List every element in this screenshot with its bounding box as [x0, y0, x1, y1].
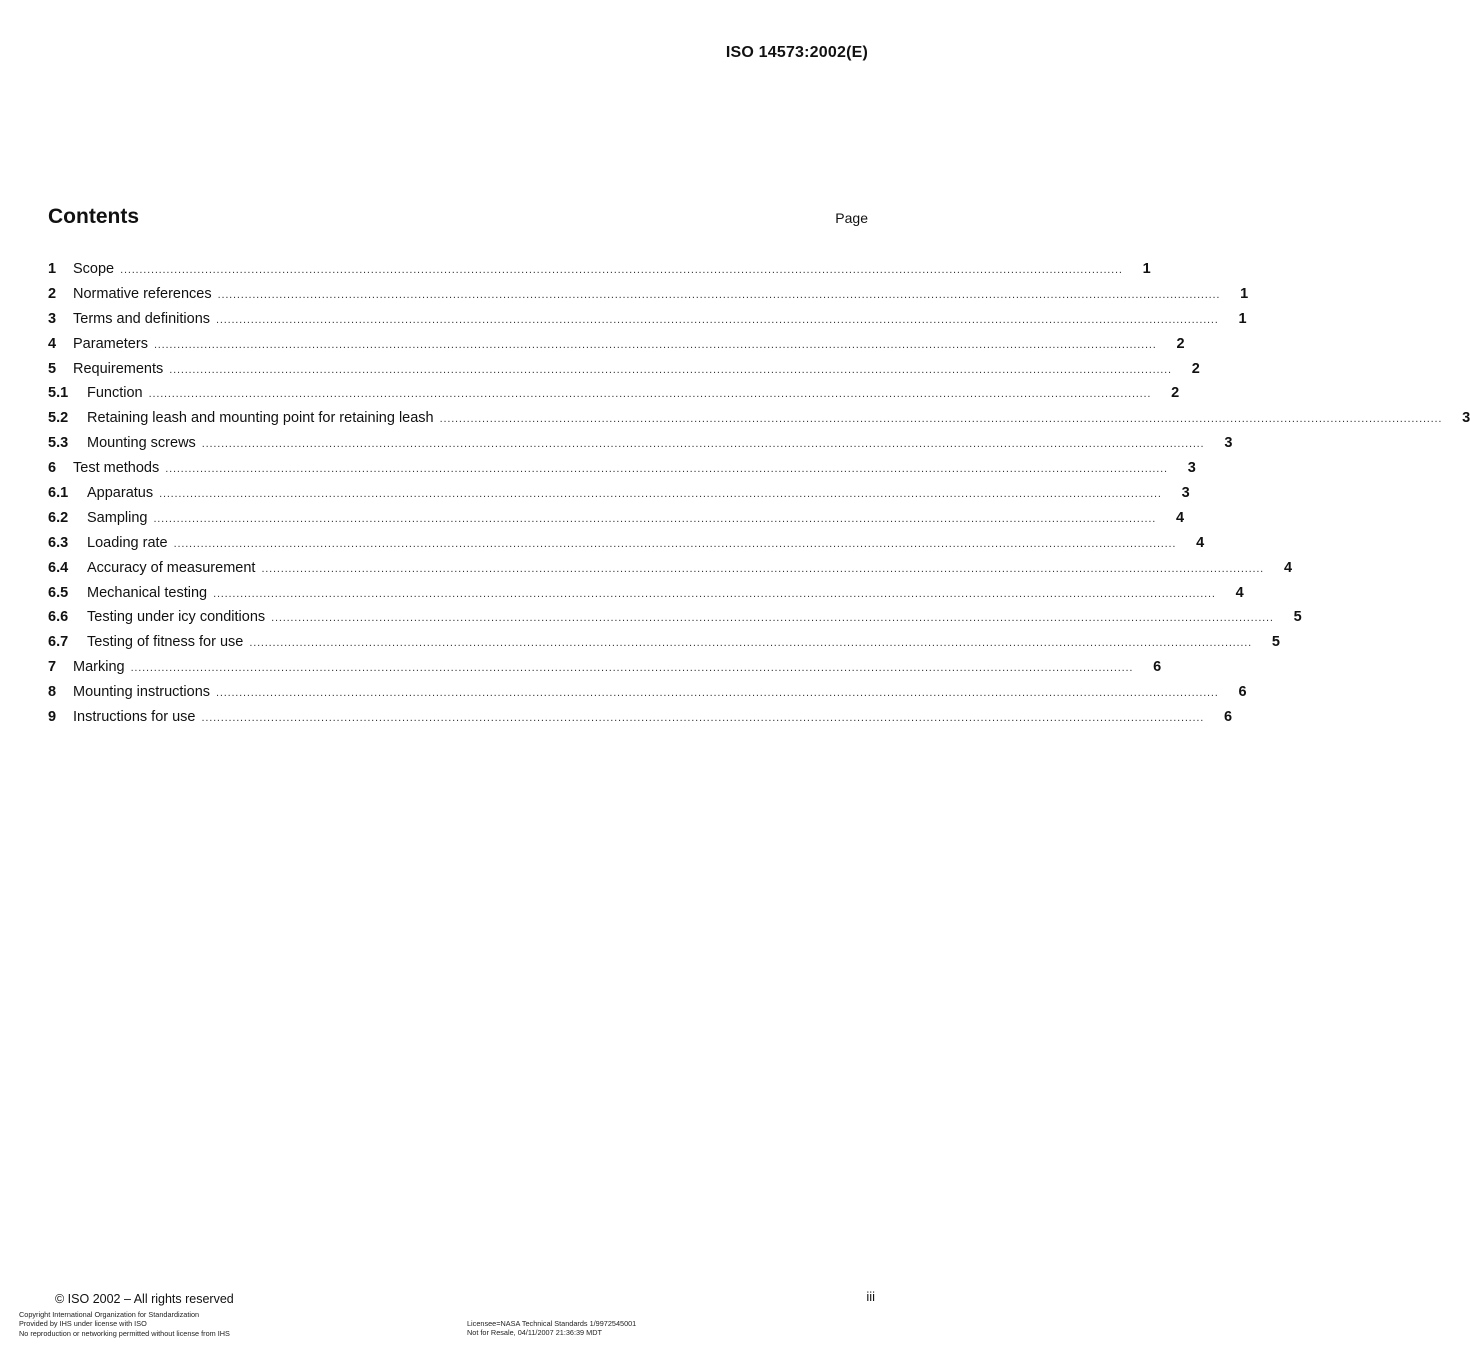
toc-entry[interactable]: [48, 456, 1196, 481]
toc-entry-title: Accuracy of measurement: [87, 559, 256, 576]
document-id: ISO 14573:2002(E): [725, 44, 868, 61]
dot-leader: ....................................................................................................................................................................................................................................................................: [201, 712, 1205, 725]
toc-entry-number: 4: [48, 335, 57, 352]
toc-entry-page: 3: [1462, 410, 1470, 427]
toc-entry-title: Parameters: [73, 335, 148, 352]
toc-entry-page: 1: [1142, 261, 1151, 277]
toc-entry-page: 2: [1191, 360, 1200, 377]
toc-entry[interactable]: [48, 257, 1151, 282]
dot-leader: ....................................................................................................................................................................................................................................................................: [271, 612, 1274, 625]
toc-entry-title: Retaining leash and mounting point for retaining leash: [87, 410, 434, 427]
toc-entry-page: 4: [1175, 509, 1185, 526]
toc-entry-title: Mounting instructions: [73, 684, 211, 701]
toc-entry-page: 1: [1238, 310, 1247, 327]
toc-entry-page: 4: [1235, 584, 1244, 601]
toc-entry[interactable]: [48, 705, 1233, 730]
toc-entry-title: Marking: [73, 659, 125, 676]
dot-leader: ....................................................................................................................................................................................................................................................................: [130, 662, 1134, 675]
toc-entry-number: 7: [48, 659, 57, 676]
toc-entry-title: Instructions for use: [73, 709, 196, 726]
dot-leader: ....................................................................................................................................................................................................................................................................: [261, 562, 1265, 575]
dot-leader: ....................................................................................................................................................................................................................................................................: [120, 264, 1123, 276]
dot-leader: ....................................................................................................................................................................................................................................................................: [153, 512, 1157, 525]
toc-entry[interactable]: [48, 556, 1293, 581]
dot-leader: ....................................................................................................................................................................................................................................................................: [165, 463, 1168, 476]
toc-entry-title: Test methods: [73, 460, 160, 477]
footer-left-line: No reproduction or networking permitted without license from IHS: [19, 1328, 230, 1338]
toc-entry[interactable]: [48, 357, 1200, 382]
toc-entry-page: 6: [1153, 659, 1162, 676]
toc-entry[interactable]: [48, 481, 1190, 506]
toc-entry-page: 3: [1181, 485, 1190, 502]
toc-entry-title: Mechanical testing: [87, 584, 208, 601]
toc-entry-number: 5.3: [48, 435, 69, 452]
toc-entry-number: 6.4: [48, 559, 69, 576]
toc-entry-title: Normative references: [73, 285, 212, 302]
toc-entry-title: Testing under icy conditions: [87, 609, 266, 626]
toc-entry[interactable]: [48, 605, 1302, 630]
toc-entry-page: 3: [1187, 460, 1196, 477]
toc-entry-page: 1: [1240, 285, 1249, 302]
footer-right-line: Licensee=NASA Technical Standards 1/9972545001: [467, 1319, 637, 1328]
toc-entry[interactable]: [48, 581, 1244, 606]
toc-entry-number: 1: [48, 261, 57, 277]
toc-entry-number: 6.7: [48, 634, 69, 651]
license-footer-right: [467, 1319, 636, 1338]
toc-entry-title: Requirements: [73, 360, 164, 377]
toc-entry-title: Apparatus: [87, 485, 154, 502]
toc-entry-number: 3: [48, 310, 57, 327]
toc-entry-number: 5.2: [48, 410, 69, 427]
toc-entry[interactable]: [48, 431, 1233, 456]
toc-entry[interactable]: [48, 630, 1280, 655]
toc-entry[interactable]: [48, 406, 1470, 431]
toc-entry-page: 3: [1224, 435, 1233, 452]
toc-entry-title: Function: [87, 385, 143, 402]
dot-leader: ....................................................................................................................................................................................................................................................................: [217, 288, 1221, 301]
page-column-label: Page: [835, 210, 868, 226]
dot-leader: ....................................................................................................................................................................................................................................................................: [439, 413, 1443, 426]
toc-entry[interactable]: [48, 506, 1185, 531]
dot-leader: ....................................................................................................................................................................................................................................................................: [169, 363, 1172, 376]
toc-entry-number: 8: [48, 684, 57, 701]
dot-leader: ....................................................................................................................................................................................................................................................................: [173, 537, 1177, 550]
toc-entry-number: 6.5: [48, 584, 69, 601]
toc-entry-page: 6: [1238, 684, 1247, 701]
toc-entry-page: 5: [1271, 634, 1280, 651]
toc-entry[interactable]: [48, 332, 1185, 357]
dot-leader: ....................................................................................................................................................................................................................................................................: [201, 438, 1205, 451]
dot-leader: ....................................................................................................................................................................................................................................................................: [213, 587, 1216, 600]
toc-entry-page: 2: [1176, 335, 1185, 352]
toc-entry-title: Mounting screws: [87, 435, 196, 452]
toc-entry-number: 9: [48, 709, 57, 726]
toc-entry-number: 5: [48, 360, 57, 377]
toc-entry-page: 2: [1171, 385, 1180, 402]
toc-entry-page: 6: [1224, 709, 1233, 726]
dot-leader: ....................................................................................................................................................................................................................................................................: [153, 338, 1157, 351]
toc-entry[interactable]: [48, 655, 1162, 680]
toc-entry-title: Loading rate: [87, 534, 168, 551]
license-footer-left: [19, 1310, 230, 1338]
table-of-contents: [48, 257, 1470, 730]
toc-entry[interactable]: [48, 282, 1249, 307]
toc-entry-page: 5: [1293, 609, 1302, 626]
toc-entry-number: 6: [48, 460, 57, 477]
toc-entry-number: 6.6: [48, 609, 69, 626]
footer-left-line: Copyright International Organization for Standardization: [19, 1310, 200, 1319]
toc-entry-number: 6.2: [48, 509, 69, 526]
toc-entry-title: Terms and definitions: [73, 310, 211, 327]
dot-leader: ....................................................................................................................................................................................................................................................................: [216, 687, 1219, 700]
toc-entry-title: Testing of fitness for use: [87, 634, 244, 651]
toc-entry[interactable]: [48, 531, 1205, 556]
toc-entry-number: 6.1: [48, 485, 69, 502]
toc-entry-page: 4: [1196, 534, 1205, 551]
toc-entry-number: 6.3: [48, 534, 69, 551]
footer-right-line: Not for Resale, 04/11/2007 21:36:39 MDT: [467, 1328, 602, 1338]
toc-entry-title: Sampling: [87, 509, 148, 526]
page-number: iii: [866, 1289, 875, 1304]
copyright-notice: © ISO 2002 – All rights reserved: [55, 1292, 234, 1306]
toc-entry-number: 5.1: [48, 385, 69, 402]
dot-leader: ....................................................................................................................................................................................................................................................................: [148, 388, 1152, 401]
toc-entry[interactable]: [48, 381, 1180, 406]
toc-entry-number: 2: [48, 285, 57, 302]
toc-entry[interactable]: [48, 680, 1247, 705]
toc-entry-title: Scope: [73, 261, 115, 277]
toc-entry-page: 4: [1283, 559, 1293, 576]
contents-heading: Contents: [48, 205, 139, 228]
dot-leader: ....................................................................................................................................................................................................................................................................: [249, 637, 1252, 650]
footer-left-line: Provided by IHS under license with ISO: [19, 1319, 147, 1329]
dot-leader: ....................................................................................................................................................................................................................................................................: [159, 488, 1162, 501]
toc-entry[interactable]: [48, 307, 1247, 332]
dot-leader: ....................................................................................................................................................................................................................................................................: [216, 313, 1219, 326]
